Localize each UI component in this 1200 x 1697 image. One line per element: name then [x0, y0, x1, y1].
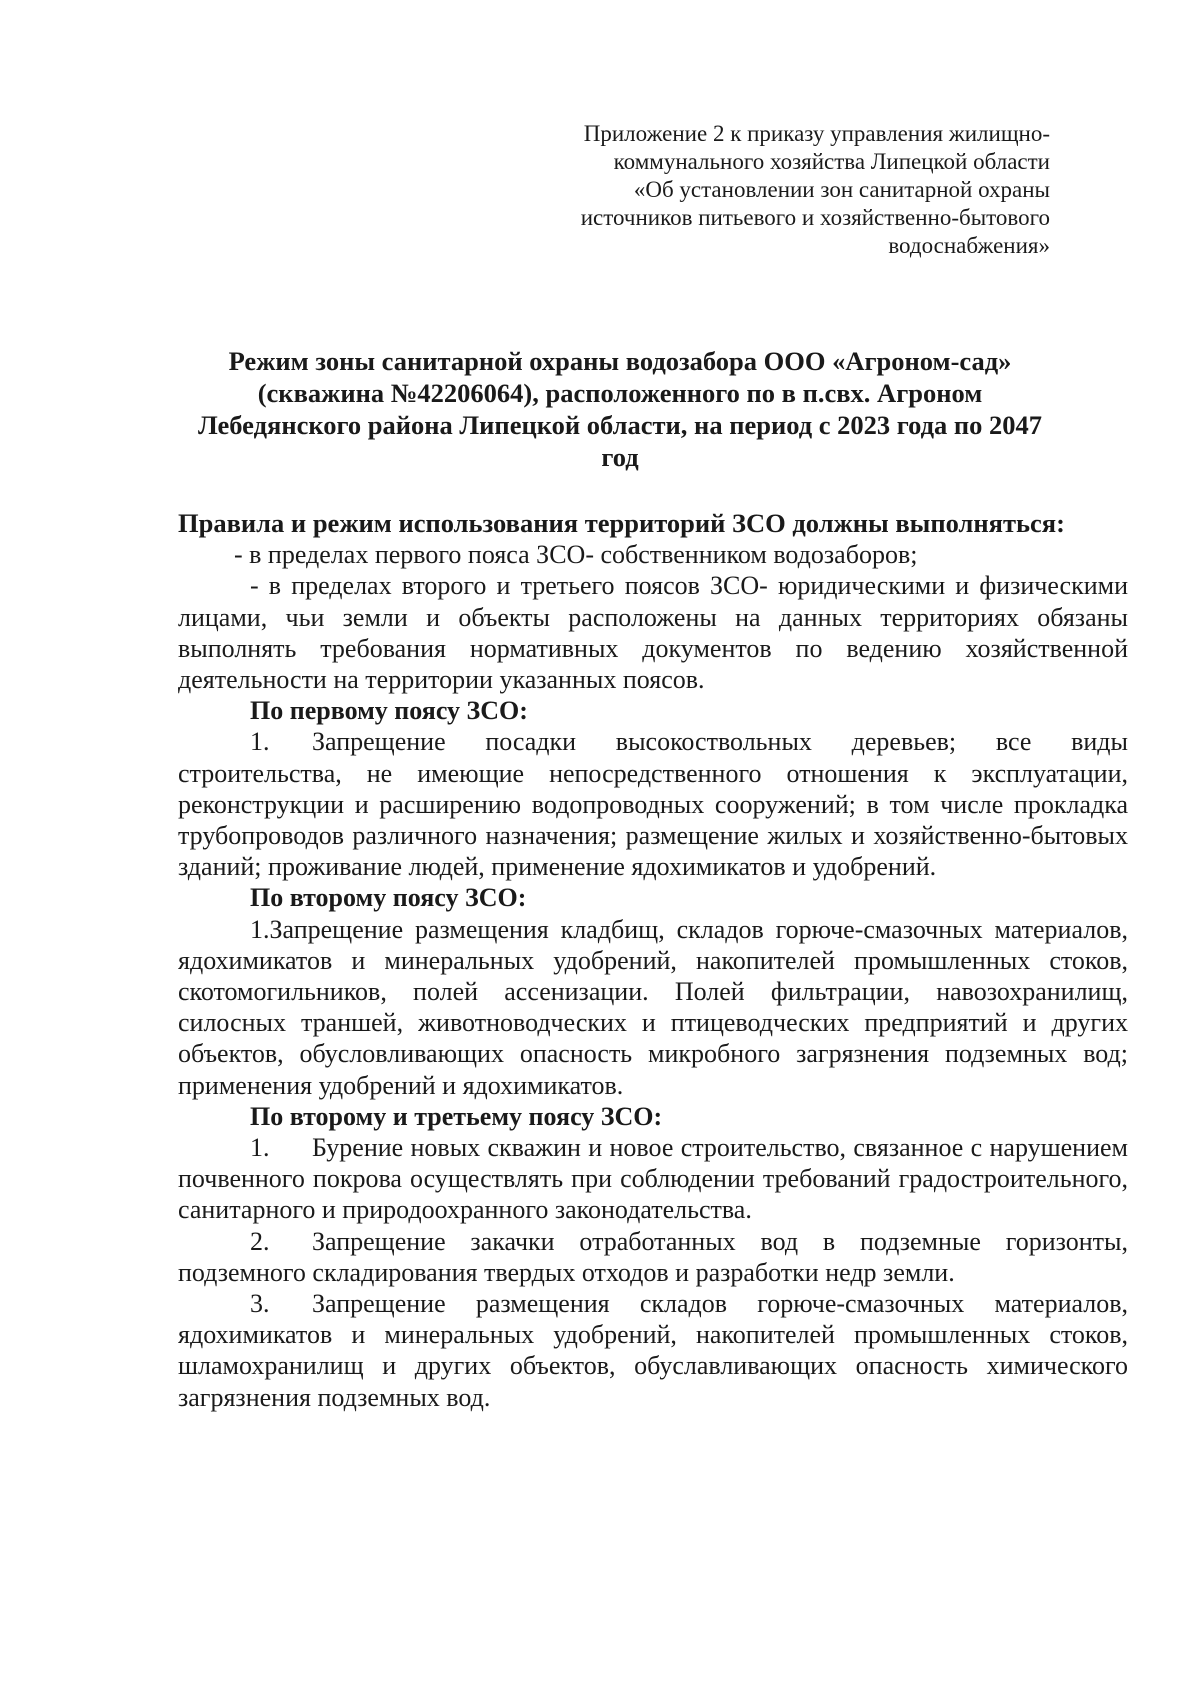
item-number: 2.	[250, 1226, 270, 1256]
section-heading-belt2: По второму поясу ЗСО:	[250, 883, 527, 913]
title-line: Режим зоны санитарной охраны водозабора ООО «Агроном-сад»	[228, 346, 1012, 376]
annex-line: источников питьевого и хозяйственно-бытового	[580, 205, 1050, 230]
list-item	[178, 1288, 1128, 1413]
item-number: 1.	[250, 727, 270, 757]
item-text: Запрещение размещения кладбищ, складов горюче-смазочных материалов, ядохимикатов и минеральных удобрений, накопителей промышленных стоков, скотомогильников, полей ассенизации. Полей фильтрации, навозохранилищ, силосных траншей, животноводческих и птицеводческих предприятий и других объектов, обусловливающих опасность микробного загрязнения подземных вод; применения удобрений и ядохимикатов.	[178, 914, 1128, 1100]
list-item	[178, 914, 1128, 1101]
item-text: Запрещение размещения складов горюче-смазочных материалов, ядохимикатов и минеральных удобрений, накопителей промышленных стоков, шламохранилищ и других объектов, обуславливающих опасность химического загрязнения подземных вод.	[178, 1289, 1128, 1412]
title-line: (скважина №42206064), расположенного по в п.свх. Агроном	[257, 378, 983, 408]
list-item	[178, 1226, 1128, 1288]
item-number: 1.	[250, 914, 270, 944]
item-text: Бурение новых скважин и новое строительство, связанное с нарушением почвенного покрова осуществлять при соблюдении требований градостроительного, санитарного и природоохранного законодательства.	[178, 1133, 1128, 1225]
list-item	[178, 726, 1128, 882]
list-item	[178, 1132, 1128, 1226]
annex-line: «Об установлении зон санитарной охраны	[633, 177, 1050, 202]
item-number: 3.	[250, 1289, 270, 1319]
document-body	[178, 508, 1128, 1413]
rules-item: - в пределах первого пояса ЗСО- собственником водозаборов;	[234, 540, 918, 570]
item-number: 1.	[250, 1133, 270, 1163]
rules-heading: Правила и режим использования территорий ЗСО должны выполняться:	[178, 508, 1065, 538]
title-line: год	[601, 442, 639, 472]
section-heading-belt23: По второму и третьему поясу ЗСО:	[250, 1101, 663, 1131]
annex-reference	[530, 120, 1050, 260]
title-line: Лебедянского района Липецкой области, на период с 2023 года по 2047	[197, 410, 1043, 440]
rules-item: - в пределах второго и третьего поясов ЗСО- юридическими и физическими лицами, чьи земли и объекты расположены на данных территориях обязаны выполнять требования нормативных документов по ведению хозяйственной деятельности на территории указанных поясов.	[178, 571, 1128, 695]
item-text: Запрещение посадки высокоствольных деревьев; все виды строительства, не имеющие непосредственного отношения к эксплуатации, реконструкции и расширению водопроводных сооружений; в том числе прокладка трубопроводов различного назначения; размещение жилых и хозяйственно-бытовых зданий; проживание людей, применение ядохимикатов и удобрений.	[178, 727, 1128, 882]
item-text: Запрещение закачки отработанных вод в подземные горизонты, подземного складирования твердых отходов и разработки недр земли.	[178, 1226, 1128, 1287]
section-heading-belt1: По первому поясу ЗСО:	[250, 696, 528, 726]
document-title	[160, 345, 1080, 473]
annex-line: водоснабжения»	[888, 233, 1050, 258]
annex-line: Приложение 2 к приказу управления жилищно-	[583, 121, 1050, 146]
annex-line: коммунального хозяйства Липецкой области	[613, 149, 1050, 174]
